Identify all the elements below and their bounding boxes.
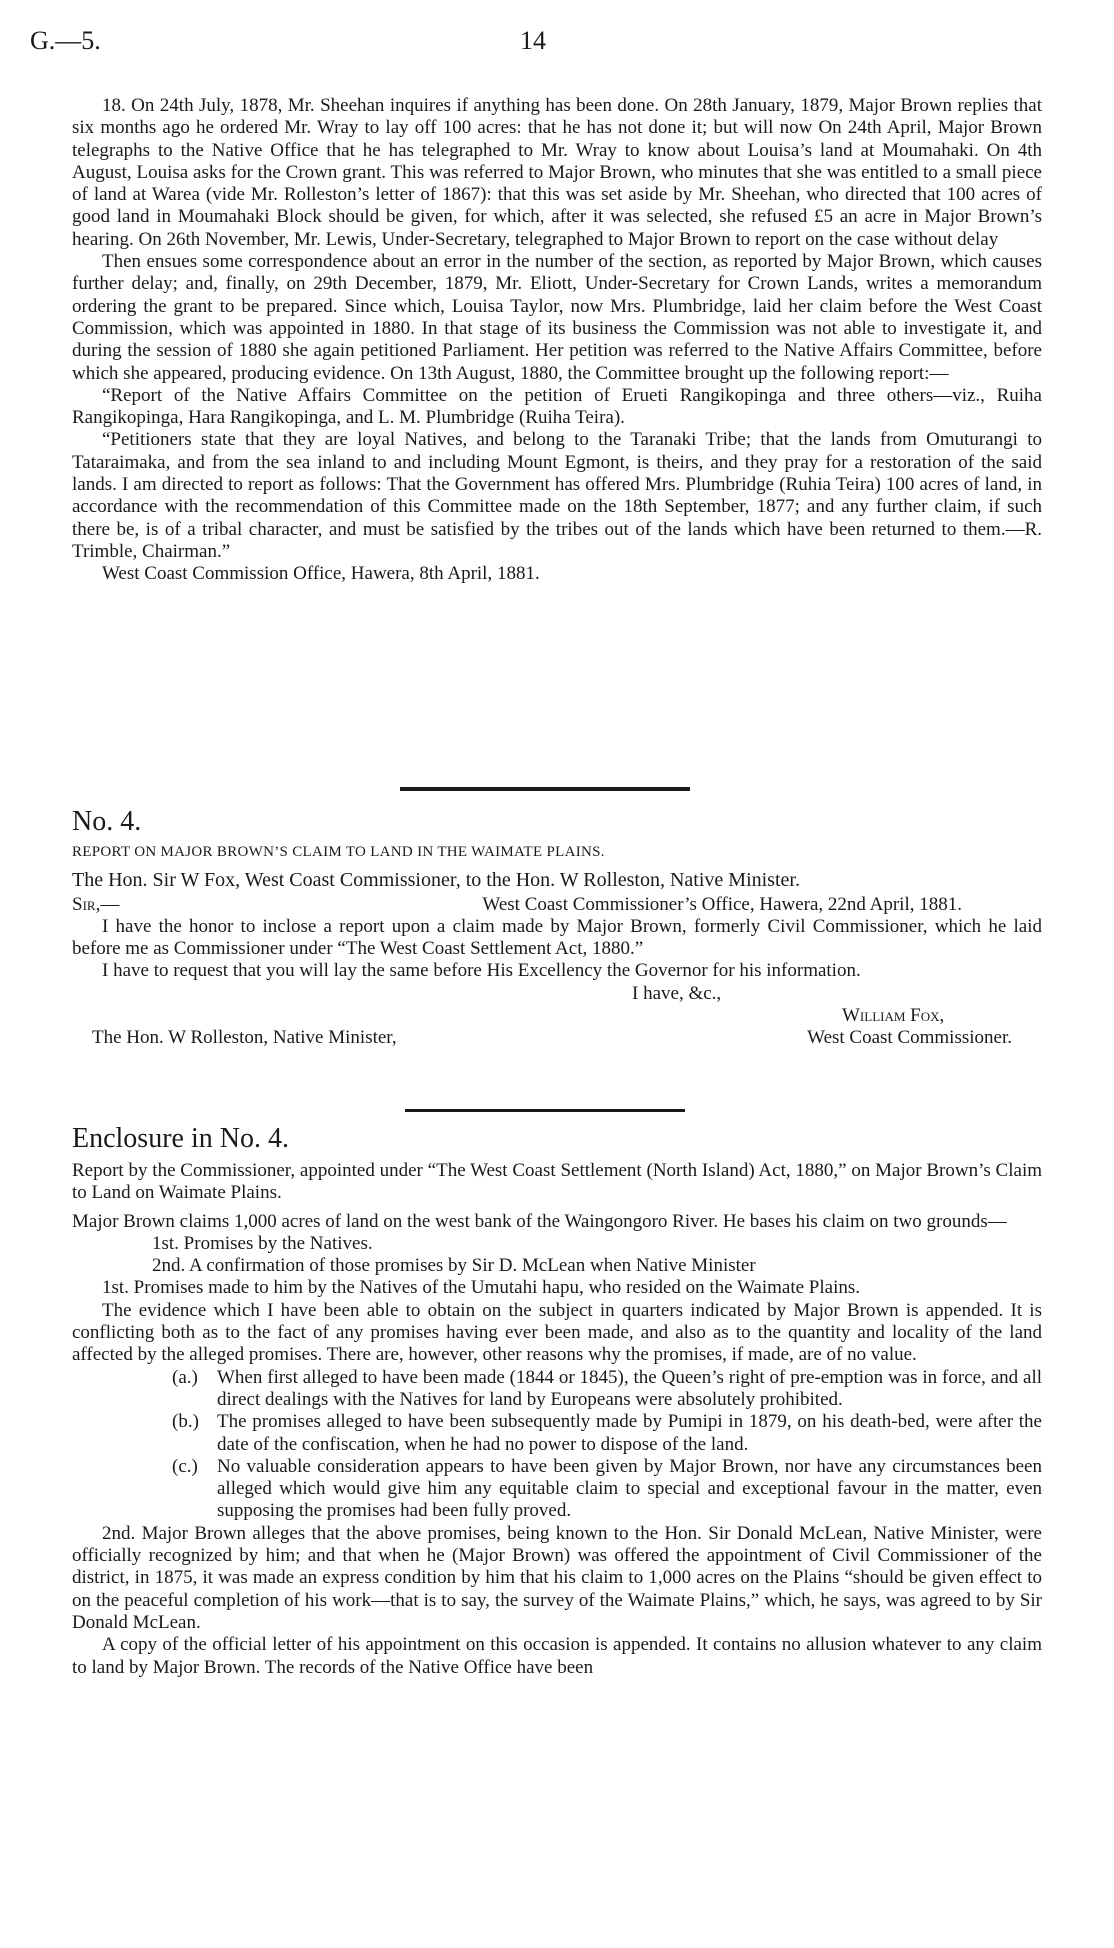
copy-paragraph: A copy of the official letter of his appointment on this occasion is appended. It contains no allusion whatever to any claim to land by Major Brown. The records of the Native Office have been — [72, 1634, 1042, 1678]
evidence-paragraph: The evidence which I have been able to obtain on the subject in quarters indicated by Major Brown is appended. It is conflicting both as to the fact of any promises having ever been made, and also as to the quantity and locality of the land affected by the alleged promises. There are, however, other reasons why the promises, if made, are of no value. — [72, 1299, 1042, 1366]
quoted-report-title: “Report of the Native Affairs Committee on the petition of Erueti Rangikopinga and three others—viz., Ruiha Rangikopinga, Hara Rangikopinga, and L. M. Plumbridge (Ruiha Teira). — [72, 384, 1042, 429]
signature: William Fox, — [842, 1005, 945, 1027]
second-ground-paragraph: 2nd. Major Brown alleges that the above promises, being known to the Hon. Sir Donald McLean, Native Minister, were officially recognized by him; and that when he (Major Brown) was offered the appointment of Civil Commissioner of the district, in 1875, it was made an express condition by him that his claim to 1,000 acres on the Plains “should be given effect to on the peaceful completion of his work—that is to say, the survey of the Waimate Plains,” which, he says, was agreed to by Sir Donald McLean. — [72, 1522, 1042, 1633]
section-code: G.—5. — [30, 26, 101, 55]
enclosure-heading: Enclosure in No. 4. — [72, 1123, 289, 1154]
reason-b: (b.) The promises alleged to have been subsequently made by Pumipi in 1879, on his death-bed, were after the date of the confiscation, when he had no power to dispose of the land. — [172, 1411, 1042, 1455]
no4-address-line: The Hon. Sir W Fox, West Coast Commissioner, to the Hon. W Rolleston, Native Minister. — [72, 869, 800, 892]
addressee-row — [72, 1027, 1042, 1049]
no4-subheading: REPORT ON MAJOR BROWN’S CLAIM TO LAND IN THE WAIMATE PLAINS. — [72, 844, 605, 860]
no4-section — [72, 805, 1042, 1050]
salutation: Sir,— — [72, 893, 120, 915]
ground-1: 1st. Promises by the Natives. — [152, 1232, 373, 1254]
claim-paragraph: Major Brown claims 1,000 acres of land on the west bank of the Waingongoro River. He bases his claim on two grounds— — [72, 1210, 1007, 1232]
salutation-row — [72, 894, 1042, 916]
enclosure-divider — [405, 1109, 685, 1112]
letter-body-1: I have the honor to inclose a report upon a claim made by Major Brown, formerly Civil Commissioner, which he laid before me as Commissioner under “The West Coast Settlement Act, 1880.” — [72, 915, 1042, 960]
section-divider — [400, 787, 690, 791]
location-date: West Coast Commissioner’s Office, Hawera, 22nd April, 1881. — [482, 893, 962, 915]
addressee: The Hon. W Rolleston, Native Minister, — [92, 1027, 397, 1049]
paragraph-18: 18. On 24th July, 1878, Mr. Sheehan inquires if anything has been done. On 28th January, 1879, Major Brown replies that six months ago he ordered Mr. Wray to lay off 100 acres: that he has not done it; but will now On 24th April, Major Brown telegraphs to the Native Office that he has telegraphed to Mr. Wray to know about Louisa’s land at Moumahaki. On 4th August, Louisa asks for the Crown grant. This was referred to Major Brown, who minutes that she was entitled to a small piece of land at Warea (vide Mr. Rolleston’s letter of 1867): that this was set aside by Mr. Sheehan, who directed that 100 acres of good land in Moumahaki Block should be given, for which, after it was selected, she refused £5 an acre in Major Brown’s hearing. On 26th November, Mr. Lewis, Under-Secretary, telegraphed to Major Brown to report on the case without delay — [72, 95, 1042, 250]
closing: I have, &c., — [632, 982, 722, 1004]
page-number: 14 — [520, 26, 546, 55]
no4-heading: No. 4. — [72, 806, 142, 837]
paragraph-correspondence: Then ensues some correspondence about an error in the number of the section, as reported by Major Brown, which causes further delay; and, finally, on 29th December, 1879, Mr. Eliott, Under-Secretary for Crown Lands, writes a memorandum ordering the grant to be prepared. Since which, Louisa Taylor, now Mrs. Plumbridge, laid her claim before the West Coast Commission, which was appointed in 1880. In that stage of its business the Commission was not able to investigate it, and during the session of 1880 she again petitioned Parliament. Her petition was referred to the Native Affairs Committee, before which she appeared, producing evidence. On 13th August, 1880, the Committee brought up the following report:— — [72, 251, 1042, 384]
part1-body — [72, 95, 1042, 586]
enclosure-intro: Report by the Commissioner, appointed under “The West Coast Settlement (North Island) Act, 1880,” on Major Brown’s Claim to Land on Waimate Plains. — [72, 1160, 1042, 1204]
signatory-title: West Coast Commissioner. — [807, 1027, 1012, 1049]
first-ground-paragraph: 1st. Promises made to him by the Natives of the Umutahi hapu, who resided on the Waimate Plains. — [102, 1277, 860, 1299]
office-date-line: West Coast Commission Office, Hawera, 8th April, 1881. — [102, 563, 540, 585]
quoted-report-body: “Petitioners state that they are loyal Natives, and belong to the Taranaki Tribe; that the lands from Omuturangi to Tataraimaka, and from the sea inland to and including Mount Egmont, is theirs, and they pray for a restoration of the said lands. I am directed to report as follows: That the Government has offered Mrs. Plumbridge (Ruhia Teira) 100 acres of land, in accordance with the recommendation of this Committee made on the 18th September, 1877; and any further claim, if such there be, is of a tribal character, and must be satisfied by the tribes out of the lands which have been returned to them.—R. Trimble, Chairman.” — [72, 429, 1042, 562]
reason-a: (a.) When first alleged to have been made (1844 or 1845), the Queen’s right of pre-emption was in force, and all direct dealings with the Natives for land by Europeans were absolutely prohibited. — [172, 1366, 1042, 1410]
enclosure-section — [72, 1122, 1042, 1679]
letter-body-2: I have to request that you will lay the same before His Excellency the Governor for his information. — [102, 960, 861, 982]
reason-c: (c.) No valuable consideration appears to have been given by Major Brown, nor have any circumstances been alleged which would give him any equitable claim to special and exceptional favour in the matter, even supposing the promises had been fully proved. — [172, 1455, 1042, 1522]
ground-2: 2nd. A confirmation of those promises by Sir D. McLean when Native Minister — [152, 1255, 756, 1277]
